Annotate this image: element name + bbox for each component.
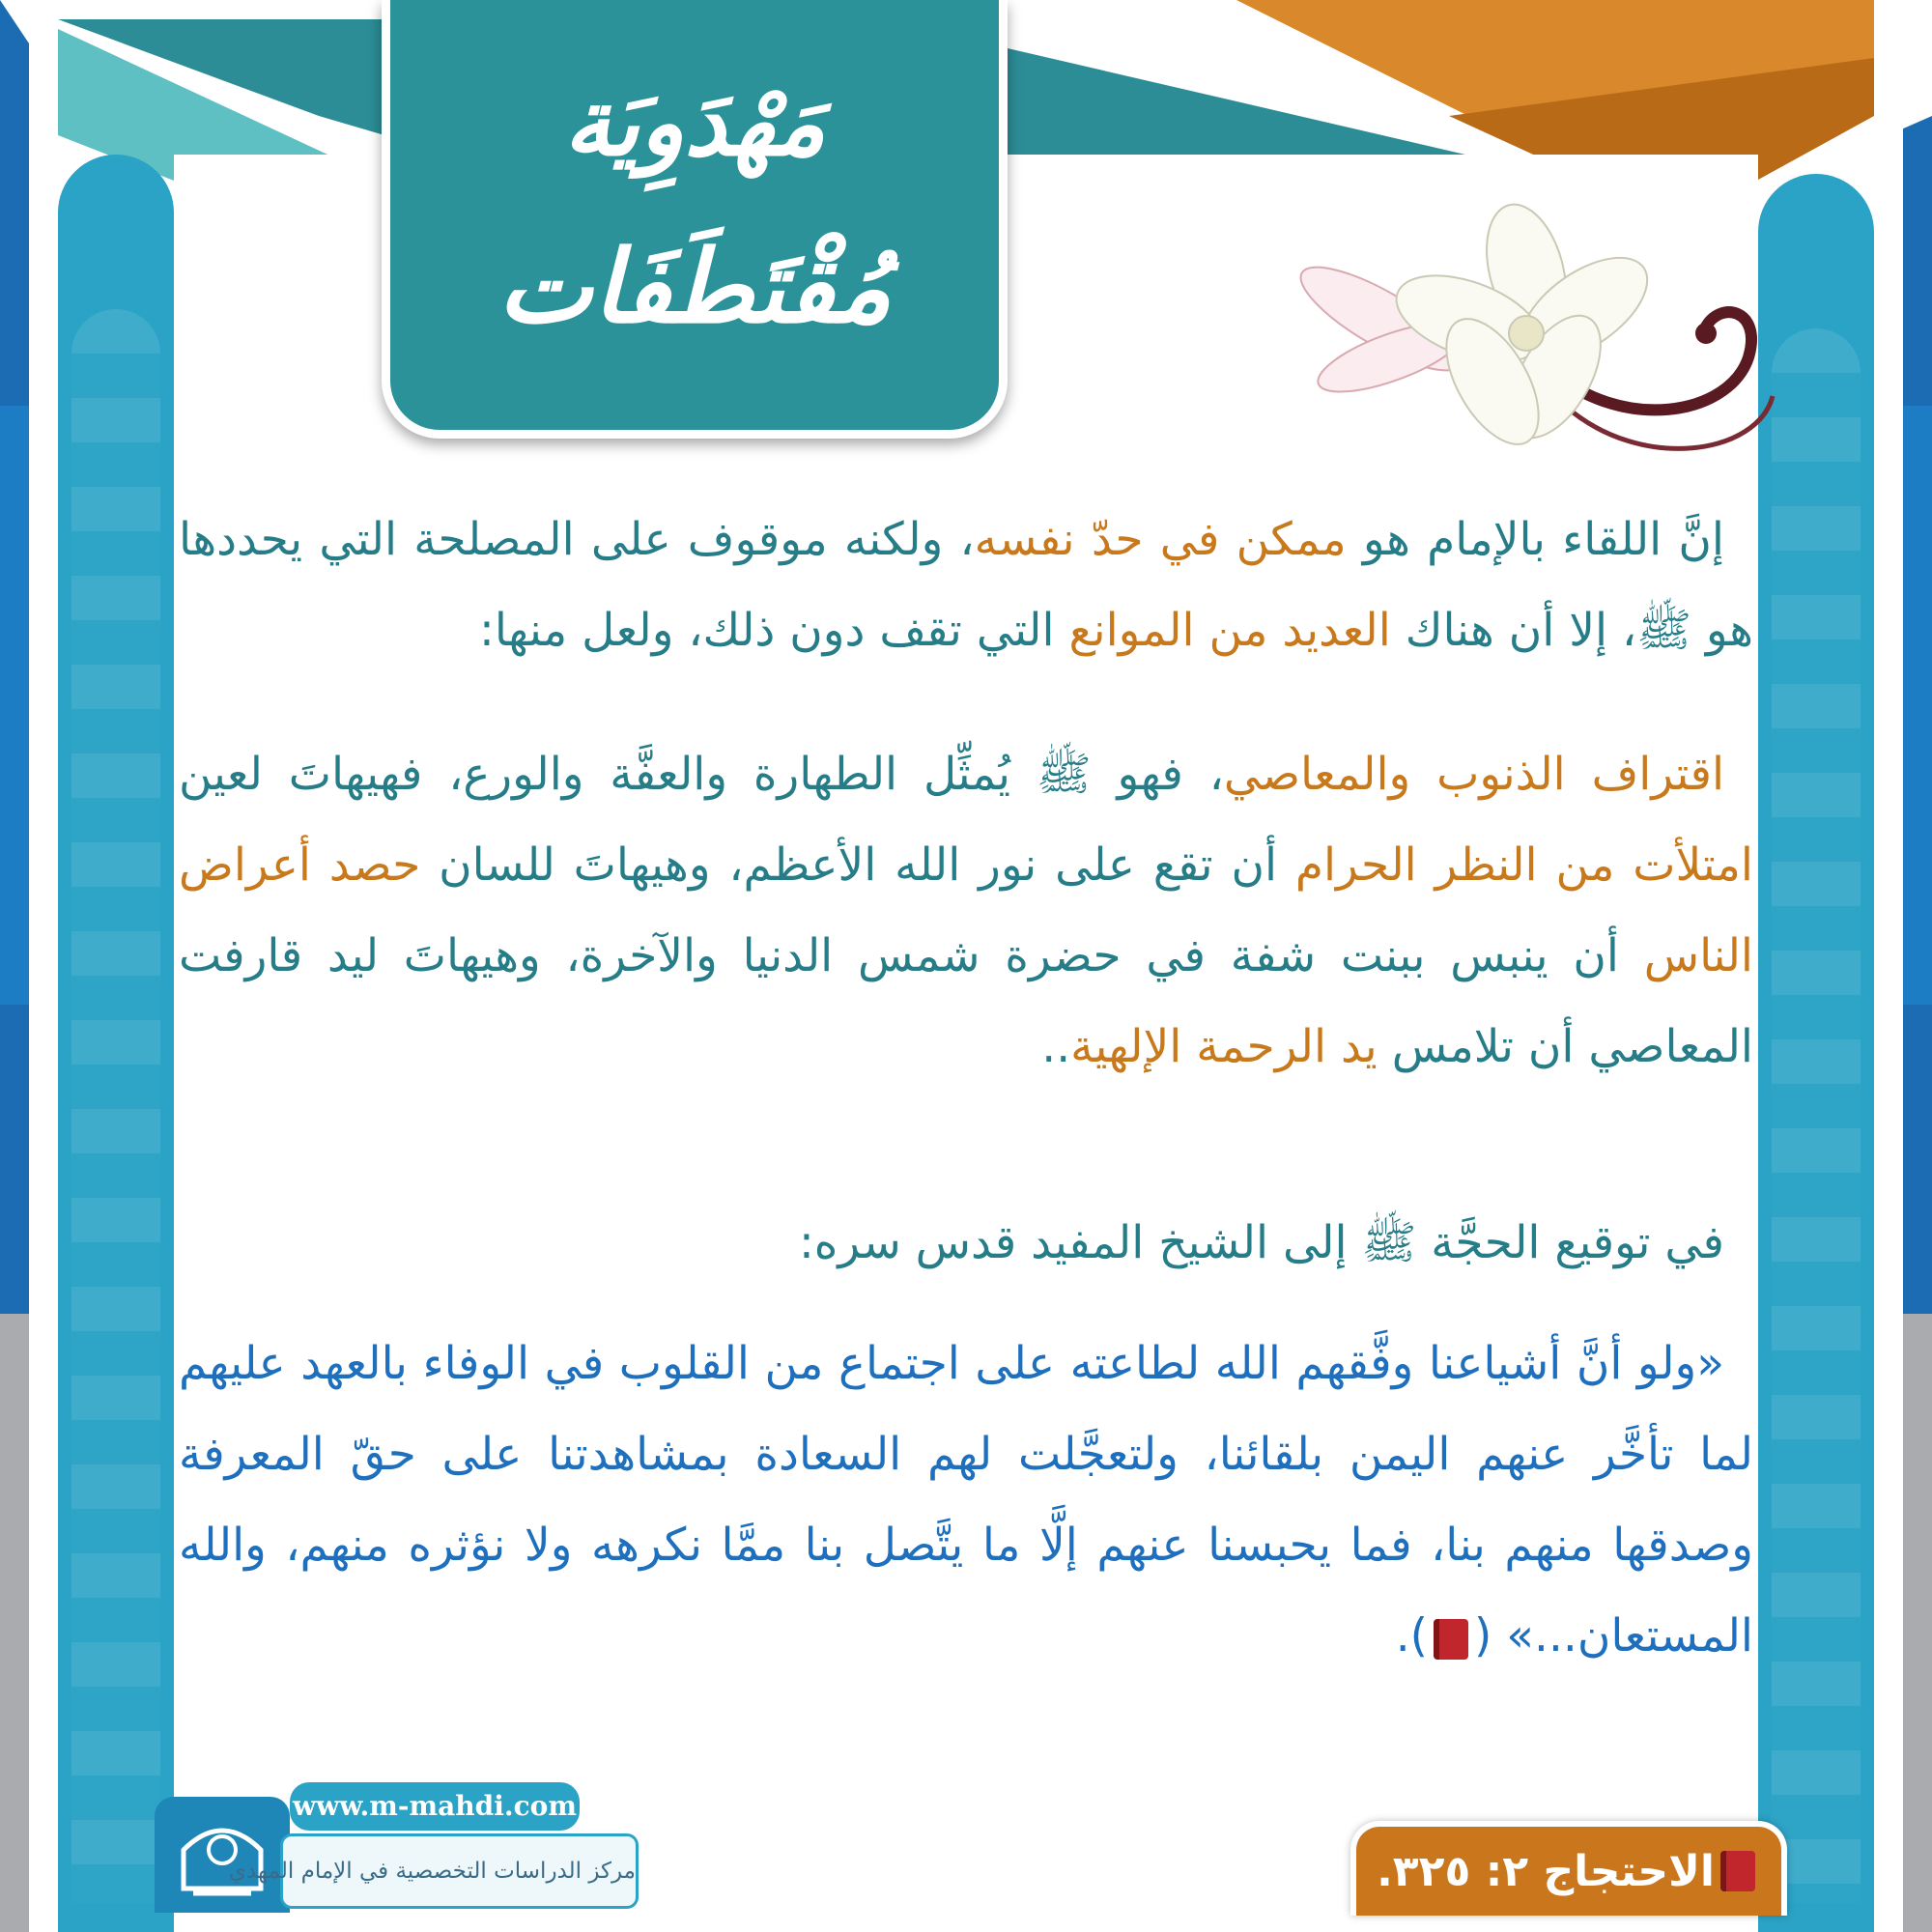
paragraph-2 [179,729,1753,1093]
book-icon [1720,1851,1755,1891]
p1-seg-4: العديد من الموانع [1068,604,1391,657]
p3-seg-1: في توقيع الحجَّة ﷺ إلى الشيخ المفيد قدس سره: [798,1216,1724,1269]
p2-seg-3: امتلأت من النظر الحرام [1294,838,1753,892]
p2-seg-4: أن تقع على نور الله الأعظم، وهيهاتَ للسان [420,838,1295,892]
p1-seg-2: ممكن في حدّ نفسه [974,513,1347,566]
p1-seg-3: ، ولكنه موقوف على المصلحة التي يحددها هو ﷺ، إلا أن هناك [179,513,1753,657]
left-edge-strip-grey [0,1314,29,1932]
p2-seg-2: ، فهو ﷺ يُمثِّل الطهارة والعفَّة والورع، فهيهاتَ لعين [179,748,1224,801]
p2-seg-5: حصد أعراض الناس [179,838,1753,982]
left-pillar [58,155,174,1932]
paragraph-4 [179,1319,1753,1682]
title-line-1: مَهْدَوِيَة [563,68,826,177]
p2-seg-7: يد الرحمة الإلهية [1070,1020,1378,1073]
p1-seg-5: التي تقف دون ذلك، ولعل منها: [478,604,1069,657]
p4-seg-2: ). [1395,1609,1428,1662]
p2-seg-8: .. [1041,1020,1071,1073]
p1-seg-1: إنَّ اللقاء بالإمام هو [1346,513,1724,566]
right-edge-strip-mid [1903,406,1932,1005]
paragraph-1 [179,495,1753,676]
center-name-ribbon: مركز الدراسات التخصصية في الإمام المهدي [280,1833,639,1909]
title-line-2: مُقْتَطَفَات [497,227,892,346]
title-box [382,0,1008,439]
flower-decoration [1275,213,1777,483]
p2-seg-6: أن ينبس ببنت شفة في حضرة شمس الدنيا والآخرة، وهيهاتَ ليد قارفت المعاصي أن تلامس [179,929,1753,1073]
reference-text: الاحتجاج ٢: ٣٢٥. [1377,1846,1715,1896]
website-link[interactable]: www.m-mahdi.com [290,1782,580,1831]
p2-seg-1: اقتراف الذنوب والمعاصي [1223,748,1725,801]
right-edge-strip-grey [1903,1314,1932,1932]
reference-badge [1350,1821,1787,1916]
book-icon [1434,1619,1468,1660]
paragraph-3 [179,1198,1753,1289]
p4-seg-1: «ولو أنَّ أشياعنا وفَّقهم الله لطاعته على اجتماع من القلوب في الوفاء بالعهد عليهم لما تأخَّر عنهم اليمن بلقائنا، ولتعجَّلت لهم السعادة بمشاهدتنا على حقّ المعرفة وصدقها منهم بنا، فما يحبسنا عنهم إلَّا ما يتَّصل بنا ممَّا نكرهه ولا نؤثره منهم، والله المستعان...» ( [179,1337,1753,1662]
left-edge-strip-mid [0,406,29,1005]
